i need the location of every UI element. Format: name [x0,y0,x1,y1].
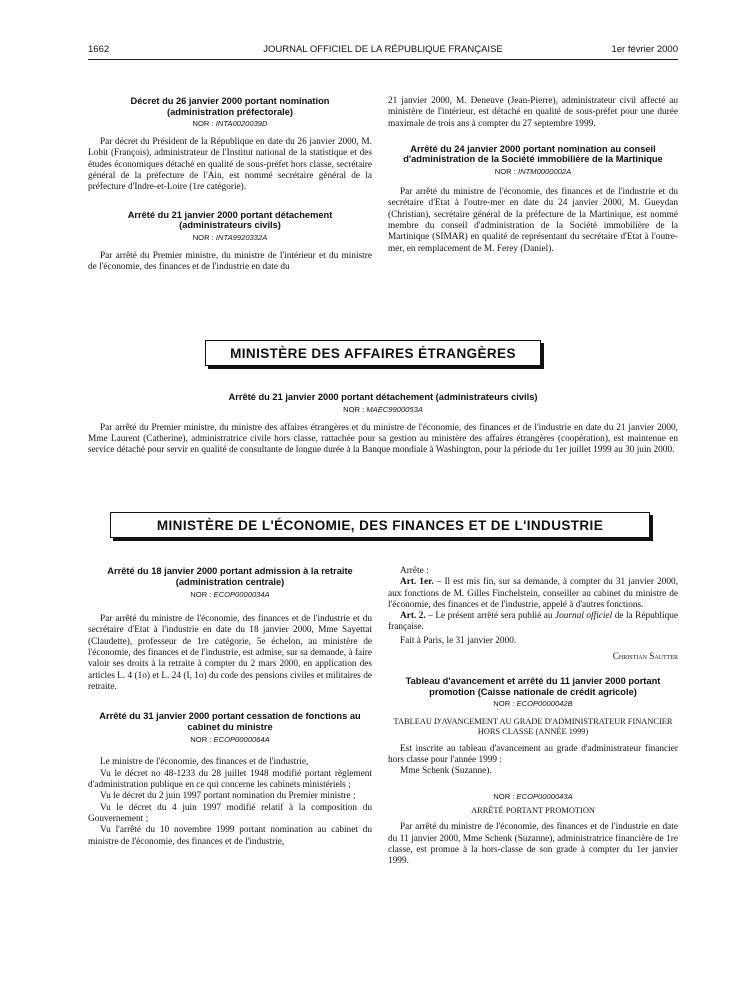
nor-reference: NOR : MAEC9900053A [343,404,423,414]
signature: Christian Sautter [612,651,678,662]
article-title: Décret du 26 janvier 2000 portant nomination (administration préfectorale) [130,96,330,117]
article-title: Arrêté du 24 janvier 2000 portant nomination au conseil d'administration de la Société immobilière de la Martinique [403,143,663,165]
article-title: Arrêté du 21 janvier 2000 portant détachement (administrateurs civils) [127,209,333,231]
nor-reference: NOR : ECOP0000064A [190,735,270,745]
nor-reference: NOR : INTM0000002A [494,167,572,177]
promotion-heading: ARRÊTÉ PORTANT PROMOTION [471,805,595,815]
article-title: Tableau d'avancement et arrêté du 11 janvier 2000 portant promotion (Caisse nationale de crédit agricole) [405,676,661,697]
article-paragraph: Vu l'arrêté du 10 novembre 1999 portant nomination au cabinet du ministre de l'économie, des finances et de l'industrie, [88,825,372,847]
ministry-heading: MINISTÈRE DE L'ÉCONOMIE, DES FINANCES ET DE L'INDUSTRIE [110,512,650,538]
article-body: Par arrêté du Premier ministre, du ministre des affaires étrangères et du ministre de l'économie, des finances et de l'industrie en date du 21 janvier 2000, Mme Laurent (Catherine), administratrice civile hors classe, rattachée pour sa gestion au ministère des affaires étrangères (coopération), est maintenue en service détaché pour servir en qualité de consultante de longue durée à la Banque mondiale à Washington, pour la période du 1er juillet 1999 au 30 juin 2000. [88,422,678,456]
article-body: Par arrêté du ministre de l'économie, des finances et de l'industrie en date du 11 janvier 2000, Mme Schenk (Suzanne), administratrice financière de 1re classe, est promue à la hors-classe de son grade à compter du 1er janvier 1999. [388,822,678,867]
article-title: Arrêté du 18 janvier 2000 portant admission à la retraite (administration centrale) [107,566,353,587]
article-body: Par arrêté du ministre de l'économie, des finances et de l'industrie et du secrétaire d'Etat à l'outre-mer en date du 24 janvier 2000, M. Gueydan (Christian), secrétaire général de la préfecture de la Martinique, est nommé membre du conseil d'administration de la Société immobilière de la Martinique (SIMAR) en qualité de représentant du secrétaire d'Etat à l'outre-mer, en remplacement de M. Ferey (Daniel). [388,187,678,254]
article-1: Art. 1er. – Il est mis fin, sur sa demande, à compter du 31 janvier 2000, aux fonctions de M. Gilles Finchelstein, conseiller au cabinet du ministre de l'économie, des finances et de l'industrie, appelé à d'autres fonctions. [388,577,678,610]
nor-reference: NOR : INTA0020039D [192,119,268,129]
nor-reference: NOR : ECOP0000043A [493,791,573,801]
promoted-name: Mme Schenk (Suzanne). [400,766,492,777]
journal-title: JOURNAL OFFICIEL DE LA RÉPUBLIQUE FRANÇAISE [263,44,503,55]
article-paragraph: Vu le décret du 2 juin 1997 portant nomination du Premier ministre ; [100,791,356,802]
header-rule [88,59,678,60]
left-column-bottom [88,566,372,848]
right-column-bottom [388,566,678,867]
right-column-top [388,96,678,255]
article-body-continued: 21 janvier 2000, M. Deneuve (Jean-Pierre), administrateur civil affecté au ministère de l'intérieur, est détaché en qualité de sous-préfet pour une durée maximale de trois ans à compter du 27 septembre 1999. [388,96,678,129]
article-body: Est inscrite au tableau d'avancement au grade d'administrateur financier hors classe pour l'année 1999 : [388,743,678,766]
article-2: Art. 2. – Le présent arrêté sera publié au Journal officiel de la République française. [388,611,679,633]
ministry-section [88,392,678,456]
page-header [88,44,678,58]
issue-date: 1er février 2000 [611,44,678,55]
article-paragraph: Le ministre de l'économie, des finances et de l'industrie, [100,757,309,768]
nor-reference: NOR : INTA9920332A [192,232,268,242]
arrete-label: Arrête : [400,566,429,576]
article-body: Par arrêté du ministre de l'économie, des finances et de l'industrie et du secrétaire d'Etat à l'industrie en date du 18 janvier 2000, Mme Sayettat (Claudette), professeur de 1re catégorie, 5e échelon, au ministère de l'économie, des finances et de l'industrie, est admise, sur sa demande, à faire valoir ses droits à la retraite à compter du 2 mars 2000, en application des articles L. 4 (1o) et L. 24 (I, 1o) du code des pensions civiles et militaires de retraite. [88,614,372,692]
table-heading: TABLEAU D'AVANCEMENT AU GRADE D'ADMINISTRATEUR FINANCIER HORS CLASSE (ANNÉE 1999) [393,716,673,737]
done-at: Fait à Paris, le 31 janvier 2000. [400,635,517,646]
nor-reference: NOR : ECOP0000042B [493,698,573,708]
page-number: 1662 [88,44,110,55]
article-title: Arrêté du 31 janvier 2000 portant cessation de fonctions au cabinet du ministre [99,711,361,732]
nor-reference: NOR : ECOP0000034A [190,590,270,600]
article-paragraph: Vu le décret no 48-1233 du 28 juillet 1948 modifié portant règlement d'administration publique en ce qui concerne les cabinets ministériels ; [88,768,372,791]
article-paragraph: Vu le décret du 4 juin 1997 modifié relatif à la composition du Gouvernement ; [88,802,372,824]
article-body: Par arrêté du Premier ministre, du ministre de l'intérieur et du ministre de l'économie, des finances et de l'industrie en date du [88,250,372,273]
ministry-heading: MINISTÈRE DES AFFAIRES ÉTRANGÈRES [205,340,541,366]
left-column-top [88,96,372,273]
article-body: Par décret du Président de la République en date du 26 janvier 2000, M. Lobit (François), administrateur de l'Institut national de la statistique et des études économiques détaché en qualité de sous-préfet hors classe, secrétaire général de la préfecture de l'Ain, est nommé secrétaire général de la préfecture d'Indre-et-Loire (1re catégorie). [88,137,372,193]
article-title: Arrêté du 21 janvier 2000 portant détachement (administrateurs civils) [228,392,538,402]
